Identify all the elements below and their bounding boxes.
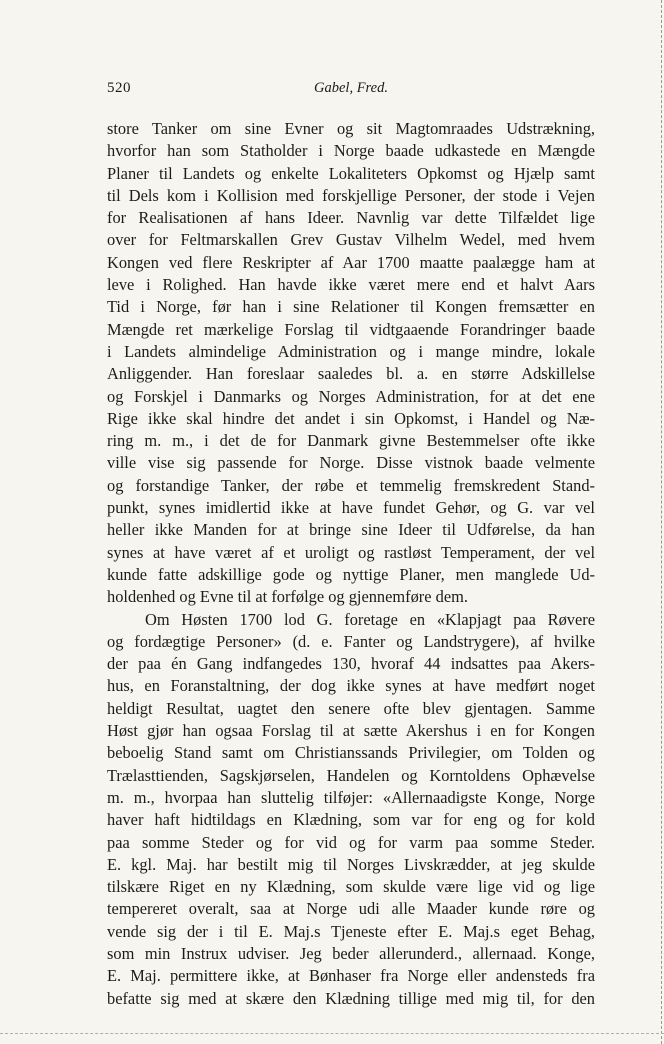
text-line: til Dels kom i Kollision med forskjellige Personer, der stode i Vejen <box>107 185 595 205</box>
running-head <box>107 80 595 104</box>
text-line: ville vise sig passende for Norge. Disse vistnok baade velmente <box>107 453 595 473</box>
text-line: hvorfor han som Statholder i Norge baade udkastede en Mængde <box>107 141 595 161</box>
text-line: heller ikke Manden for at bringe sine Ideer til Udførelse, da han <box>107 520 595 540</box>
text-line: paa somme Steder og for vid og for varm paa somme Steder. <box>107 832 595 852</box>
text-line: og Forskjel i Danmarks og Norges Administration, for at det ene <box>107 386 595 406</box>
text-line: kunde fatte adskillige gode og nyttige Planer, men manglede Ud- <box>107 564 595 584</box>
text-line: Trælasttienden, Sagskjørselen, Handelen og Korntoldens Ophævelse <box>107 765 595 785</box>
text-line: og fordægtige Personer» (d. e. Fanter og Landstrygere), af hvilke <box>107 631 595 651</box>
text-line: haver haft hidtildags en Klædning, som var for eng og for kold <box>107 810 595 830</box>
text-line: E. kgl. Maj. har bestilt mig til Norges Livskrædder, at jeg skulde <box>107 854 595 874</box>
paragraph-start-line: Om Høsten 1700 lod G. foretage en «Klapjagt paa Røvere <box>145 609 595 629</box>
page-edge-right <box>660 0 662 1044</box>
text-line: leve i Rolighed. Han havde ikke været mere end et halvt Aars <box>107 275 595 295</box>
text-line: store Tanker om sine Evner og sit Magtomraades Udstrækning, <box>107 119 595 138</box>
text-line: Kongen ved flere Reskripter af Aar 1700 maatte paalægge ham at <box>107 252 595 272</box>
text-line: Anliggender. Han foreslaar saaledes bl. a. en større Adskillelse <box>107 364 595 384</box>
text-line: der paa én Gang indfangedes 130, hvoraf 44 indsattes paa Akers- <box>107 654 595 674</box>
text-line: som min Instrux udviser. Jeg beder allerunderd., allernaad. Konge, <box>107 943 595 963</box>
running-title: Gabel, Fred. <box>314 80 388 96</box>
text-line: synes at have været af et uroligt og rastløst Temperament, der vel <box>107 542 595 562</box>
text-line: tempereret overalt, saa at Norge udi alle Maader kunde røre og <box>107 899 595 919</box>
text-line: befatte sig med at skære den Klædning tillige med mig til, for den <box>107 988 595 1008</box>
text-line: m. m., hvorpaa han sluttelig tilføjer: «Allernaadigste Konge, Norge <box>107 787 595 807</box>
text-line: heldigt Resultat, uagtet den senere ofte blev gjentagen. Samme <box>107 698 595 718</box>
text-line: vende sig der i til E. Maj.s Tjeneste efter E. Maj.s eget Behag, <box>107 921 595 941</box>
page-edge-bottom <box>0 1032 664 1034</box>
text-line: Mængde ret mærkelige Forslag til vidtgaaende Forandringer baade <box>107 319 595 339</box>
text-line: Tid i Norge, før han i sine Relationer til Kongen fremsætter en <box>107 297 595 317</box>
text-line: Høst gjør han ogsaa Forslag til at sætte Akershus i en for Kongen <box>107 721 595 741</box>
page-number: 520 <box>107 80 131 96</box>
text-line: hus, en Foranstaltning, der dog ikke synes at have medført noget <box>107 676 595 696</box>
text-line: beboelig Stand samt om Christianssands Privilegier, om Tolden og <box>107 743 595 763</box>
paragraph-end-line: holdenhed og Evne til at forfølge og gjennemføre dem. <box>107 587 468 607</box>
text-line: ring m. m., i det de for Danmark givne Bestemmelser ofte ikke <box>107 431 595 451</box>
text-line: punkt, synes imidlertid ikke at have fundet Gehør, og G. var vel <box>107 498 595 518</box>
text-line: Rige ikke skal hindre det andet i sin Opkomst, i Handel og Næ- <box>107 408 595 428</box>
text-line: for Realisationen af hans Ideer. Navnlig var dette Tilfældet lige <box>107 208 595 228</box>
text-line: Planer til Landets og enkelte Lokaliteters Opkomst og Hjælp samt <box>107 163 595 183</box>
text-line: og forstandige Tanker, der røbe et temmelig fremskredent Stand- <box>107 475 595 495</box>
text-line: over for Feltmarskallen Grev Gustav Vilhelm Wedel, med hvem <box>107 230 595 250</box>
text-line: E. Maj. permittere ikke, at Bønhaser fra Norge eller andensteds fra <box>107 966 595 986</box>
body-text <box>107 118 595 1010</box>
text-line: tilskære Riget en ny Klædning, som skulde være lige vid og lige <box>107 877 595 897</box>
text-line: i Landets almindelige Administration og i mange mindre, lokale <box>107 341 595 361</box>
